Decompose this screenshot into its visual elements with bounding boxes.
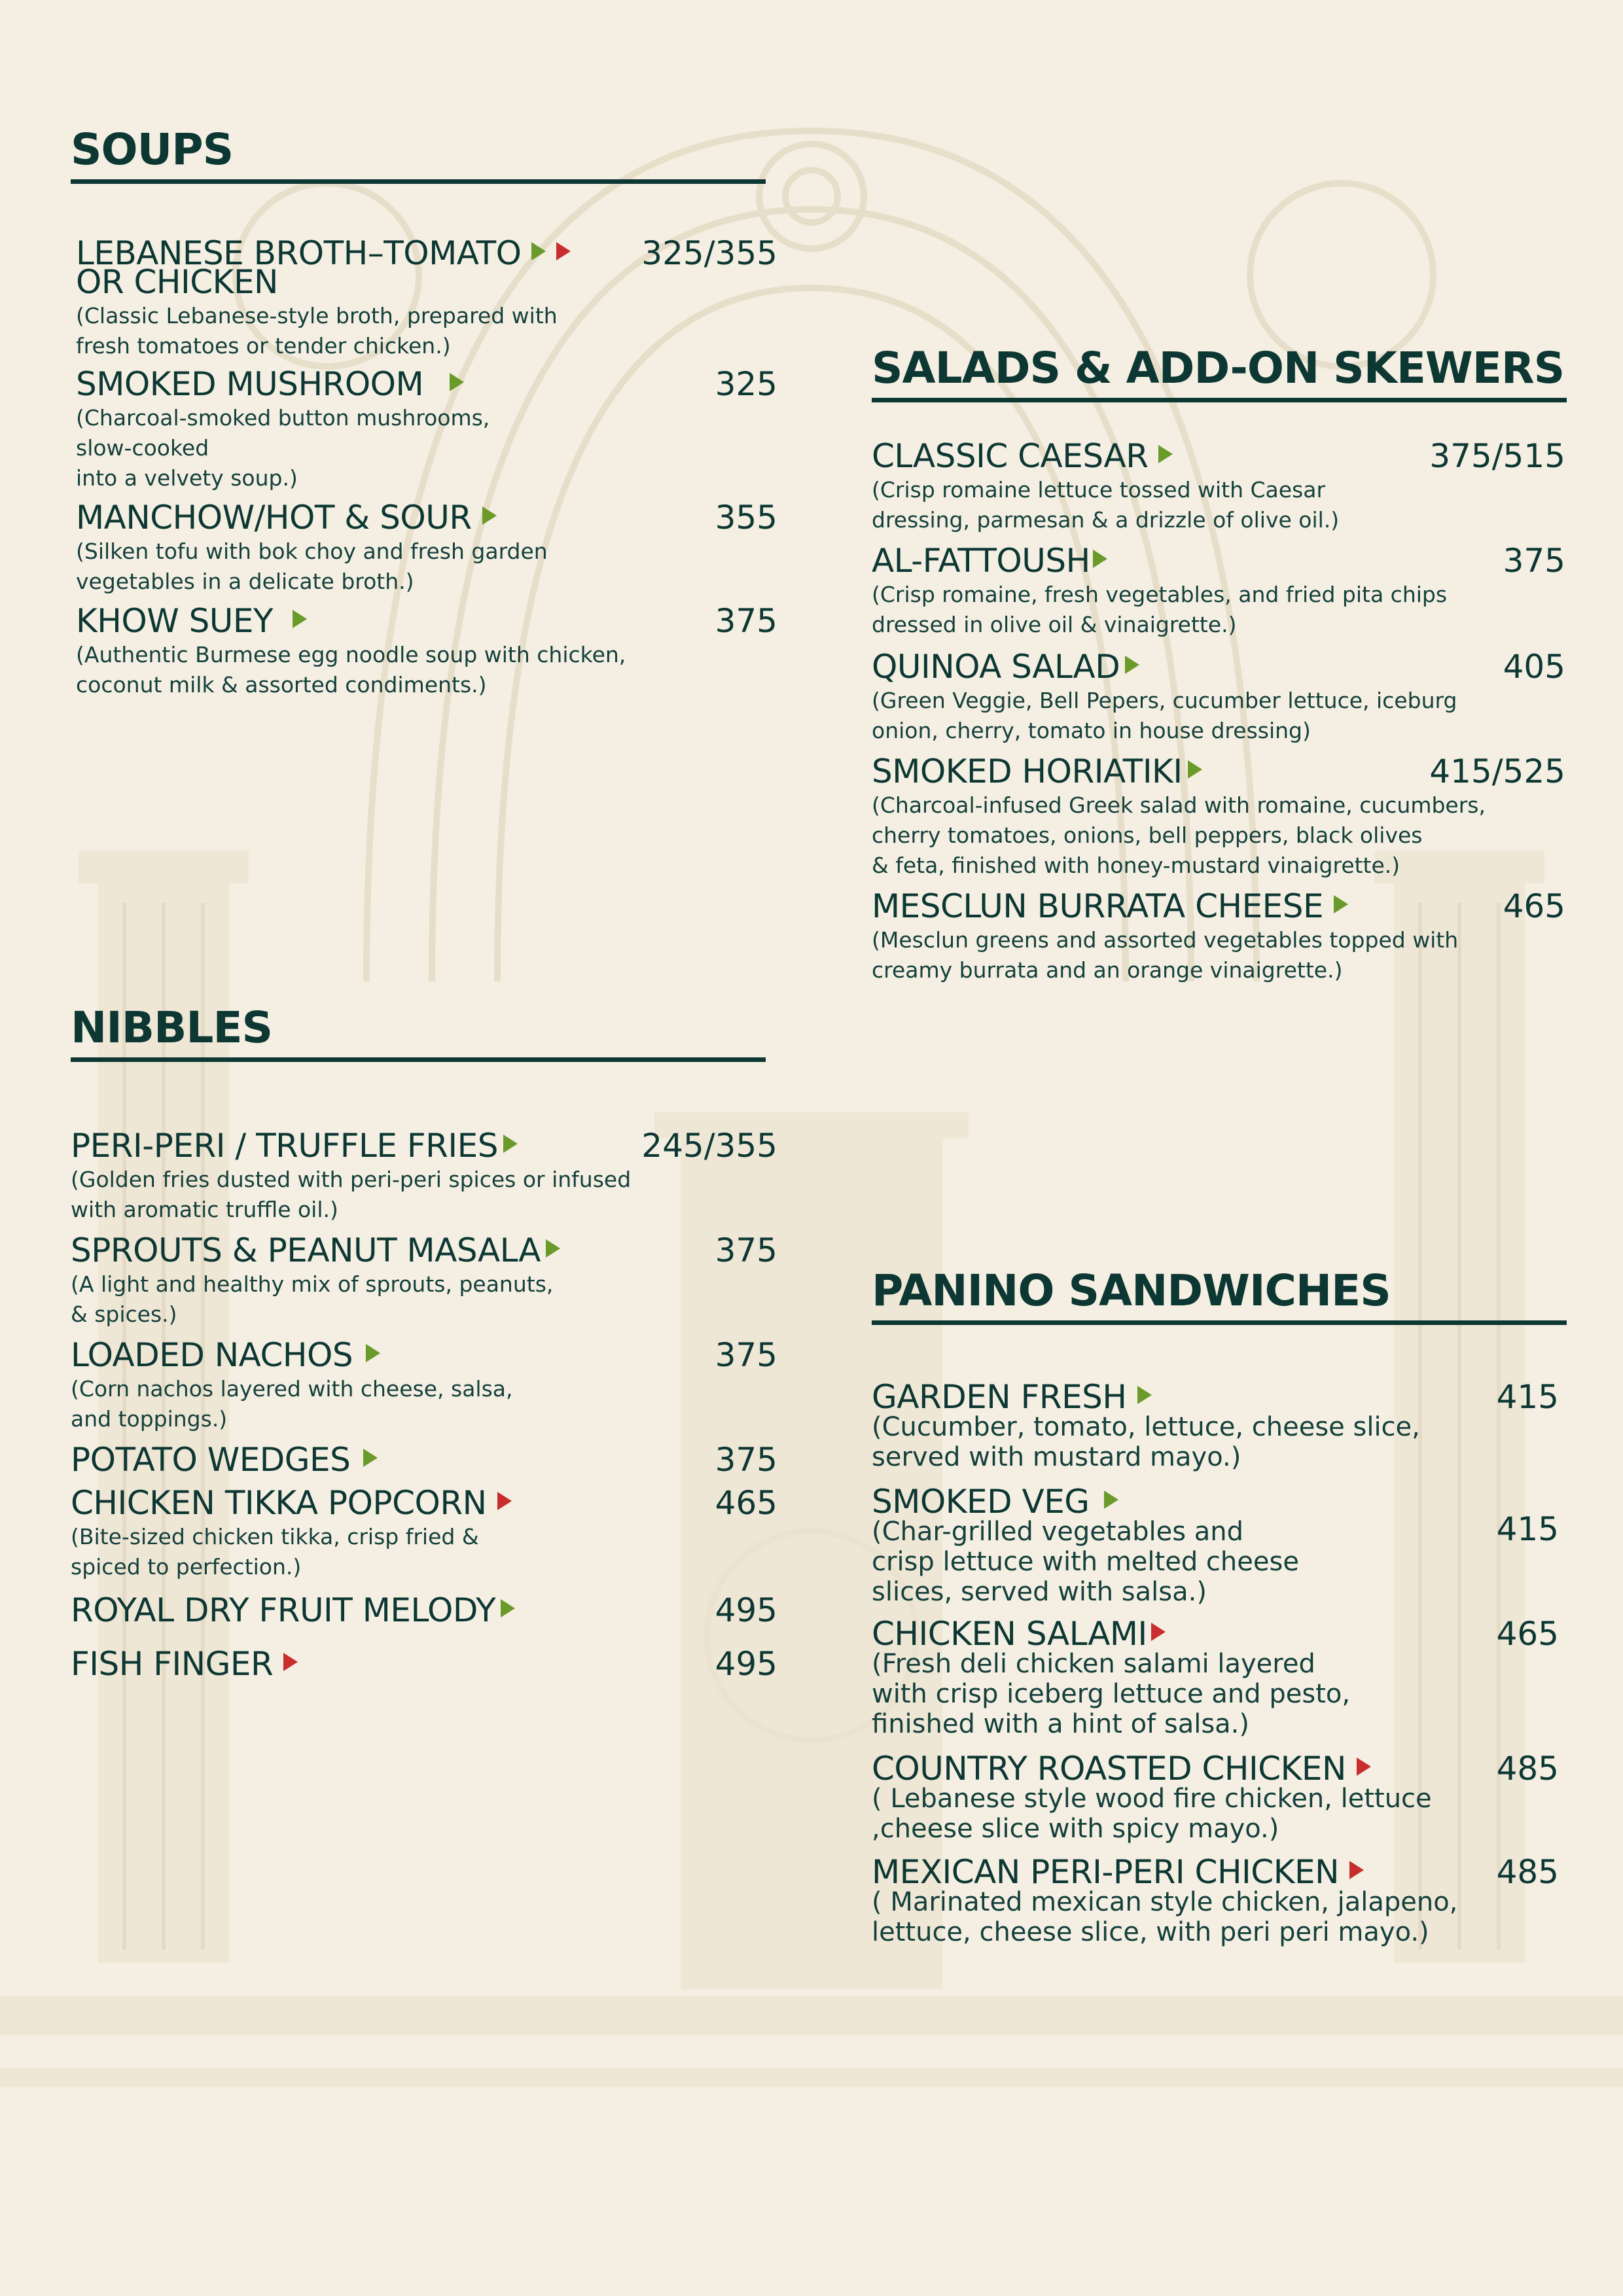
item-name: SMOKED HORIATIKI — [872, 752, 1183, 790]
item-description: (A light and healthy mix of sprouts, peanuts, & spices.) — [71, 1271, 554, 1327]
section-title-nibbles: NIBBLES — [71, 1002, 273, 1053]
section-rule — [872, 1320, 1567, 1325]
item-price: 465 — [715, 1484, 777, 1522]
item-name: CLASSIC CAESAR — [872, 437, 1149, 475]
item-price: 245/355 — [641, 1127, 777, 1165]
item-name: SMOKED MUSHROOM — [76, 365, 424, 403]
item-price: 415 — [1496, 1510, 1559, 1548]
item-description: (Cucumber, tomato, lettuce, cheese slice, served with mustard mayo.) — [872, 1412, 1420, 1472]
item-price: 325/355 — [641, 234, 777, 272]
item-price: 485 — [1496, 1853, 1559, 1891]
section-rule — [71, 179, 766, 184]
item-description: (Golden fries dusted with peri-peri spices or infused with aromatic truffle oil.) — [71, 1167, 632, 1222]
nonveg-marker-icon — [1151, 1623, 1166, 1641]
veg-marker-icon — [546, 1239, 560, 1258]
veg-marker-icon — [501, 1599, 515, 1617]
veg-marker-icon — [1093, 550, 1107, 568]
panino-section — [872, 1265, 1565, 1985]
item-name: MESCLUN BURRATA CHEESE — [872, 887, 1324, 925]
veg-marker-icon — [450, 373, 464, 391]
item-price: 495 — [715, 1591, 777, 1629]
item-name: MANCHOW/HOT & SOUR — [76, 499, 472, 537]
veg-marker-icon — [293, 610, 307, 628]
item-price: 325 — [715, 365, 777, 403]
item-name: MEXICAN PERI-PERI CHICKEN — [872, 1853, 1339, 1891]
veg-marker-icon — [1104, 1491, 1118, 1509]
item-name: SPROUTS & PEANUT MASALA — [71, 1231, 541, 1269]
nonveg-marker-icon — [1349, 1861, 1364, 1879]
item-description: (Fresh deli chicken salami layered with crisp iceberg lettuce and pesto, finished with a hint of salsa.) — [872, 1649, 1351, 1739]
veg-marker-icon — [1137, 1386, 1152, 1404]
item-price: 375/515 — [1429, 437, 1565, 475]
item-name: COUNTRY ROASTED CHICKEN — [872, 1750, 1346, 1788]
veg-marker-icon — [1125, 656, 1139, 674]
item-description: (Crisp romaine lettuce tossed with Caesar dressing, parmesan & a drizzle of olive oil.) — [872, 477, 1340, 533]
nonveg-marker-icon — [1357, 1757, 1371, 1776]
veg-marker-icon — [482, 506, 497, 525]
section-title-panino: PANINO SANDWICHES — [872, 1265, 1391, 1316]
salads-section — [872, 343, 1565, 997]
item-description: (Green Veggie, Bell Pepers, cucumber lettuce, iceburg onion, cherry, tomato in house dressing) — [872, 688, 1457, 743]
item-name: GARDEN FRESH — [872, 1378, 1127, 1416]
veg-marker-icon — [503, 1135, 518, 1153]
item-description: (Corn nachos layered with cheese, salsa, and toppings.) — [71, 1376, 513, 1432]
section-rule — [872, 398, 1567, 402]
item-description: (Charcoal-infused Greek salad with romaine, cucumbers, cherry tomatoes, onions, bell peppers, black olives & feta, finished with honey-mustard vinaigrette.) — [872, 792, 1486, 878]
veg-marker-icon — [1158, 445, 1173, 463]
item-description: (Crisp romaine, fresh vegetables, and fried pita chips dressed in olive oil & vinaigrette.) — [872, 582, 1448, 637]
item-name: LOADED NACHOS — [71, 1336, 353, 1374]
item-name: FISH FINGER — [71, 1645, 274, 1683]
item-price: 375 — [715, 1336, 777, 1374]
section-title-soups: SOUPS — [71, 124, 234, 175]
item-name: PERI-PERI / TRUFFLE FRIES — [71, 1127, 498, 1165]
item-name: CHICKEN TIKKA POPCORN — [71, 1484, 487, 1522]
item-description: ( Lebanese style wood fire chicken, lettuce ,cheese slice with spicy mayo.) — [872, 1784, 1432, 1844]
veg-marker-icon — [531, 242, 546, 260]
item-name: QUINOA SALAD — [872, 648, 1120, 686]
item-price: 415 — [1496, 1378, 1559, 1416]
section-rule — [71, 1057, 766, 1062]
item-name: AL-FATTOUSH — [872, 542, 1090, 580]
item-name: SMOKED VEG — [872, 1483, 1090, 1521]
item-description: (Authentic Burmese egg noodle soup with chicken, coconut milk & assorted condiments.) — [76, 642, 626, 698]
item-description: (Mesclun greens and assorted vegetables topped with creamy burrata and an orange vinaigrette.) — [872, 927, 1459, 983]
nonveg-marker-icon — [556, 242, 571, 260]
item-description: (Charcoal-smoked button mushrooms, slow-cooked into a velvety soup.) — [76, 405, 490, 491]
item-price: 375 — [715, 1231, 777, 1269]
item-name-line-2: OR CHICKEN — [76, 263, 278, 301]
item-price: 405 — [1503, 648, 1565, 686]
nonveg-marker-icon — [497, 1492, 512, 1510]
item-price: 375 — [715, 602, 777, 640]
veg-marker-icon — [363, 1449, 378, 1467]
item-name: POTATO WEDGES — [71, 1441, 351, 1479]
veg-marker-icon — [366, 1344, 380, 1362]
item-name: LEBANESE BROTH–TOMATO — [76, 234, 522, 272]
veg-marker-icon — [1334, 895, 1348, 913]
item-name: CHICKEN SALAMI — [872, 1615, 1147, 1653]
section-title-salads: SALADS & ADD-ON SKEWERS — [872, 343, 1565, 393]
soups-section — [71, 124, 777, 713]
item-price: 355 — [715, 499, 777, 537]
item-name: KHOW SUEY — [76, 602, 274, 640]
item-name: ROYAL DRY FRUIT MELODY — [71, 1591, 496, 1629]
item-price: 415/525 — [1429, 752, 1565, 790]
item-price: 495 — [715, 1645, 777, 1683]
item-description: ( Marinated mexican style chicken, jalapeno, lettuce, cheese slice, with peri peri mayo.) — [872, 1887, 1458, 1947]
item-price: 465 — [1503, 887, 1565, 925]
veg-marker-icon — [1188, 760, 1202, 779]
item-price: 485 — [1496, 1750, 1559, 1788]
item-description: (Silken tofu with bok choy and fresh garden vegetables in a delicate broth.) — [76, 539, 548, 594]
item-description: (Bite-sized chicken tikka, crisp fried & spiced to perfection.) — [71, 1524, 479, 1580]
item-price: 465 — [1496, 1615, 1559, 1653]
item-description: (Classic Lebanese-style broth, prepared with fresh tomatoes or tender chicken.) — [76, 303, 558, 359]
nonveg-marker-icon — [283, 1653, 298, 1671]
item-price: 375 — [1503, 542, 1565, 580]
item-price: 375 — [715, 1441, 777, 1479]
nibbles-section — [71, 1002, 777, 1709]
item-description: (Char-grilled vegetables and crisp lettuce with melted cheese slices, served with salsa.) — [872, 1517, 1299, 1607]
